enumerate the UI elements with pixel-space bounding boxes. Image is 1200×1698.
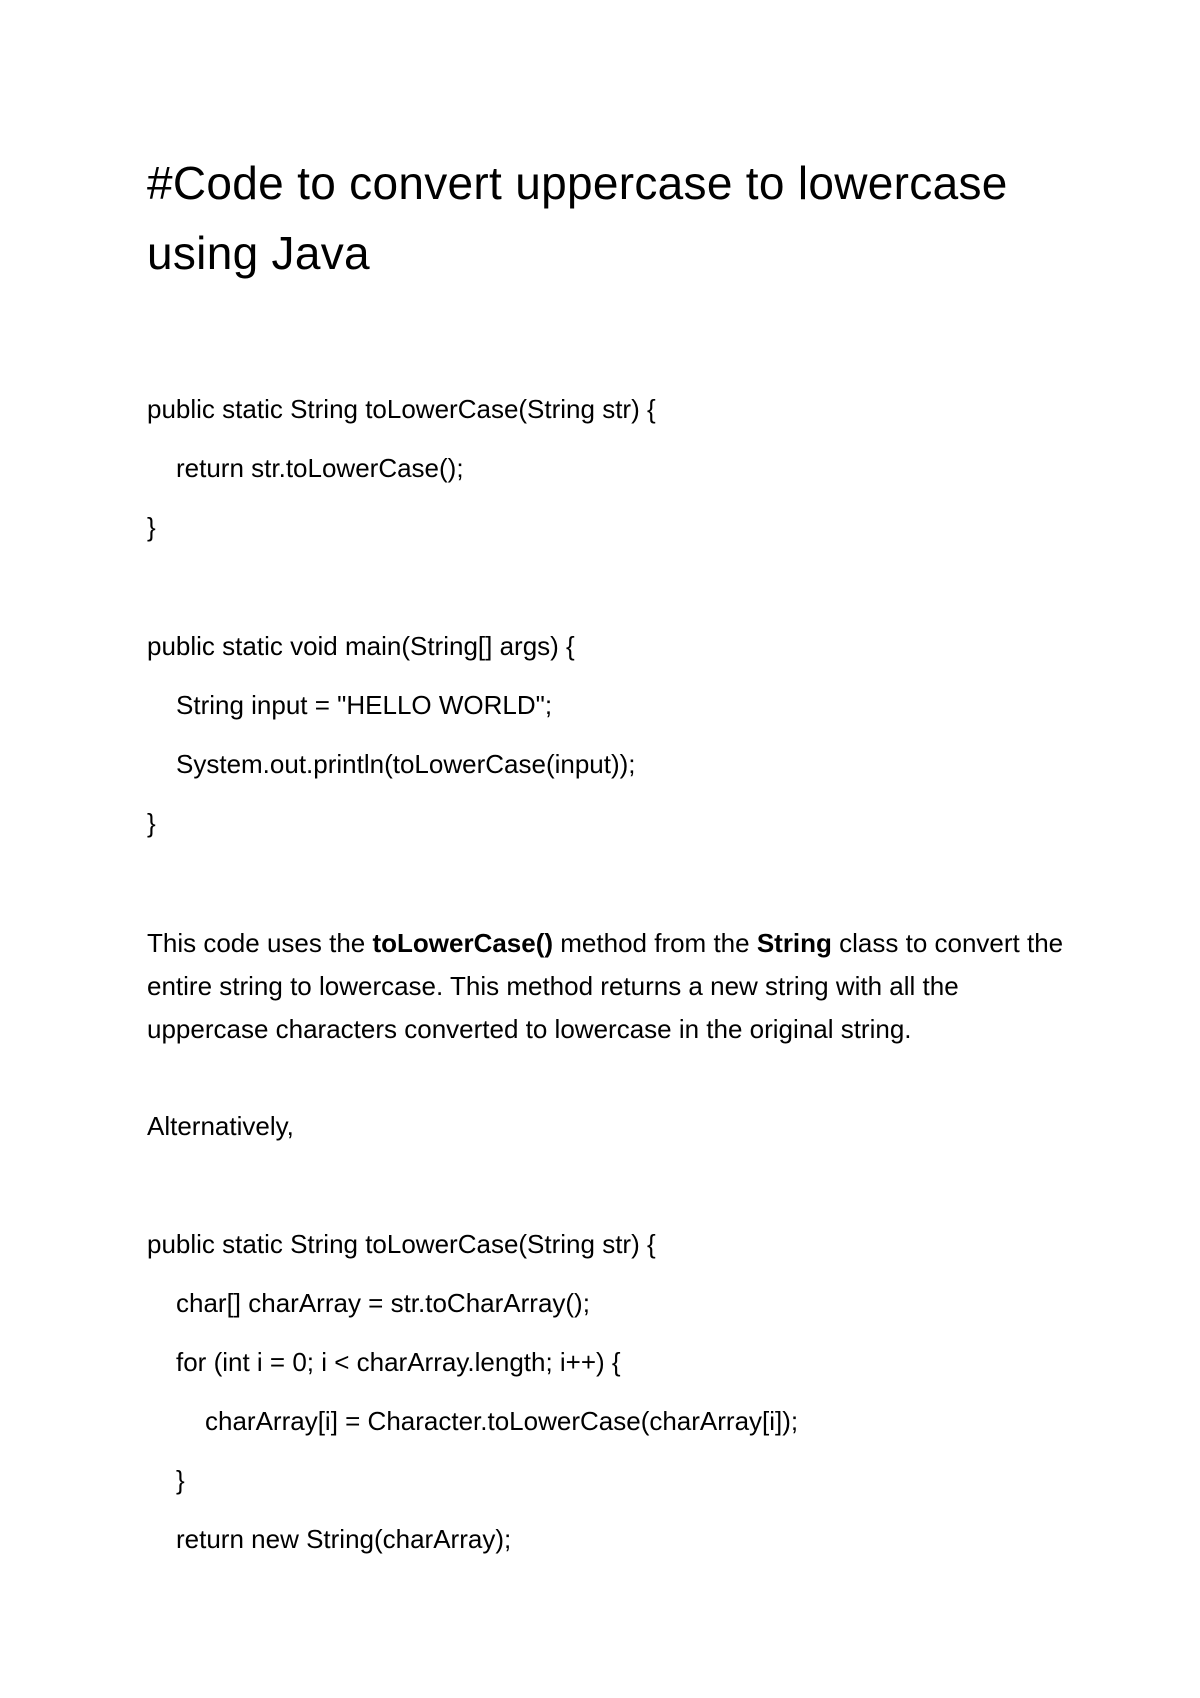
code-line: }	[176, 1465, 185, 1495]
code-line: return new String(charArray);	[176, 1524, 512, 1554]
code-line: public static String toLowerCase(String str) {	[147, 394, 656, 424]
explanation-paragraph	[147, 922, 1067, 1051]
code-line: return str.toLowerCase();	[176, 453, 464, 483]
code-line: charArray[i] = Character.toLowerCase(charArray[i]);	[205, 1406, 799, 1436]
code-line: char[] charArray = str.toCharArray();	[176, 1288, 590, 1318]
code-line: String input = "HELLO WORLD";	[176, 690, 553, 720]
code-line: for (int i = 0; i < charArray.length; i++) {	[176, 1347, 621, 1377]
code-line: }	[147, 808, 156, 838]
code-line: System.out.println(toLowerCase(input));	[176, 749, 636, 779]
class-name: String	[756, 928, 832, 958]
code-line: public static void main(String[] args) {	[147, 631, 575, 661]
code-line: }	[147, 512, 156, 542]
explanation-text: class to convert the entire string to lowercase. This method returns a new string with all the uppercase characters converted to lowercase in the original string.	[147, 928, 1064, 1044]
method-name: toLowerCase()	[372, 928, 554, 958]
code-line: public static String toLowerCase(String str) {	[147, 1229, 656, 1259]
explanation-text: This code uses the	[147, 928, 373, 958]
document-title: #Code to convert uppercase to lowercase using Java	[147, 157, 1008, 279]
explanation-text: method from the	[553, 928, 757, 958]
alternatively-text: Alternatively,	[147, 1111, 294, 1141]
